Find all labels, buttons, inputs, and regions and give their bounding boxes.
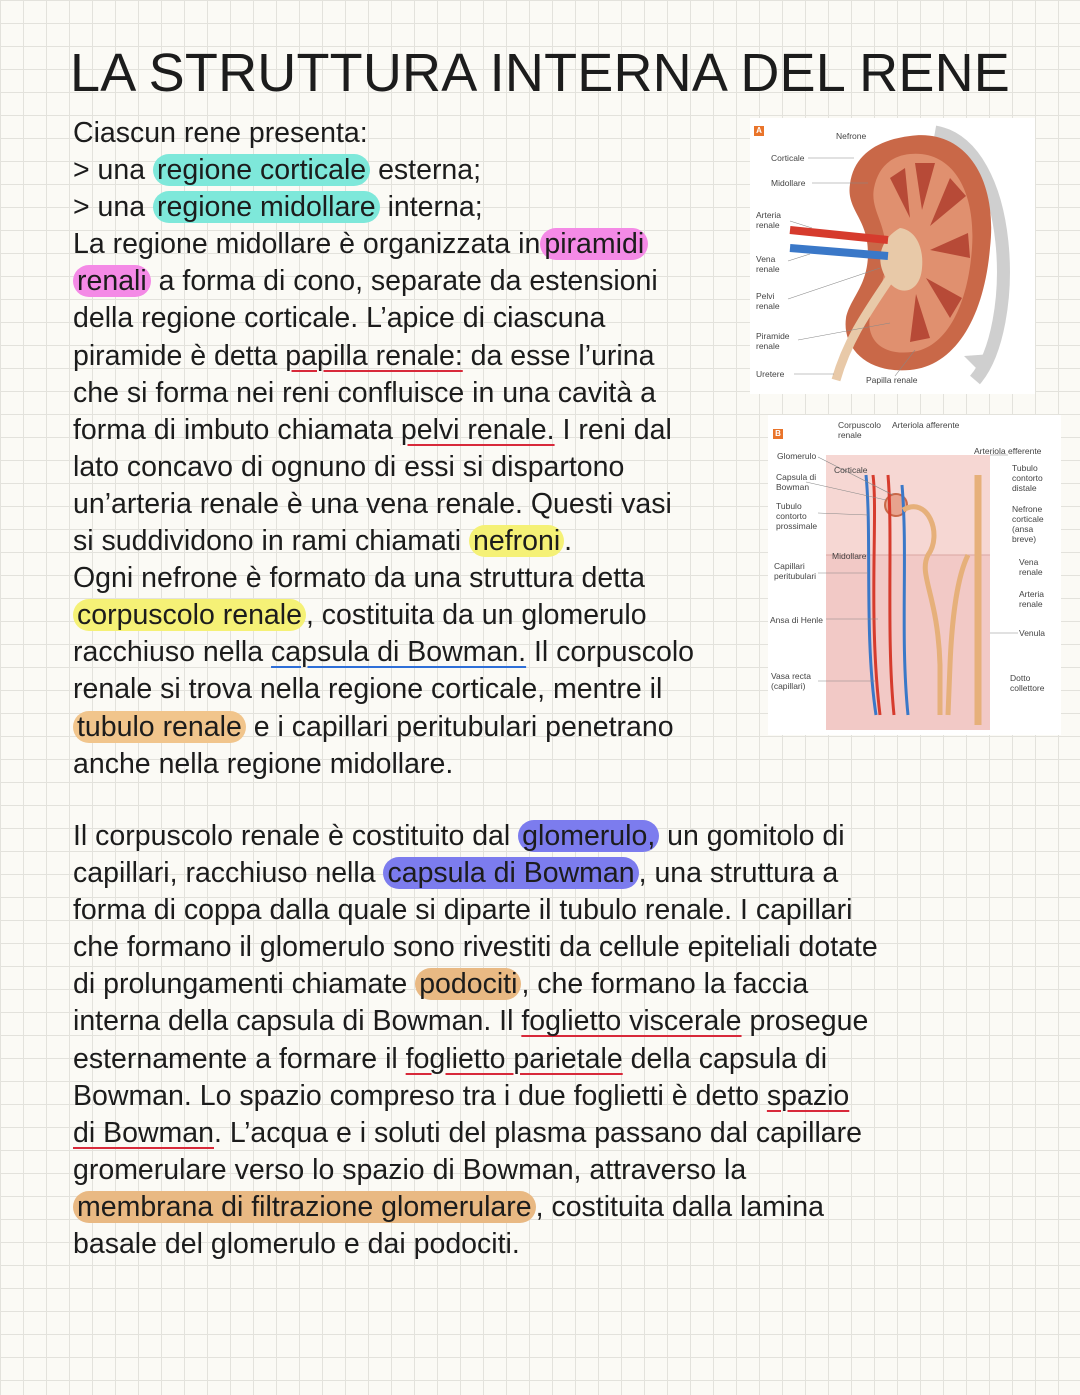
- label-corticale: Corticale: [834, 465, 868, 475]
- text: .: [564, 525, 573, 558]
- text-line: [73, 486, 694, 523]
- text: Ciascun rene presenta:: [73, 117, 368, 149]
- highlight-membrana-filtrazione: membrana di filtrazione glomerulare: [73, 1191, 536, 1223]
- text-line: [73, 818, 878, 855]
- text-line: [73, 375, 694, 412]
- text: lato concavo di ognuno di essi si dispartono: [73, 450, 625, 483]
- text: della capsula di: [622, 1042, 828, 1075]
- text: gromerulare verso lo spazio di Bowman, attraverso la: [73, 1153, 747, 1186]
- text-line: [73, 189, 694, 226]
- label-arteriola-efferente: Arteriola efferente: [974, 446, 1042, 456]
- text: interna della capsula di Bowman. Il: [73, 1005, 522, 1038]
- figure-letter: B: [773, 429, 783, 439]
- text: Ogni nefrone è formato da una struttura detta: [73, 562, 645, 595]
- text-line: [73, 115, 694, 152]
- label-vena-renale: Vena renale: [1019, 557, 1043, 577]
- label-vasa-recta: Vasa recta (capillari): [771, 671, 812, 691]
- text: interna;: [379, 191, 483, 224]
- text: > una: [73, 191, 154, 224]
- text-line: [73, 855, 878, 892]
- text-line: [73, 709, 694, 746]
- label-papilla-renale: Papilla renale: [866, 375, 918, 385]
- label-midollare: Midollare: [832, 551, 867, 561]
- text-line: [73, 929, 878, 966]
- text: un’arteria renale è una vena renale. Questi vasi: [73, 487, 672, 520]
- highlight-corpuscolo-renale: corpuscolo renale: [73, 599, 306, 631]
- text-line: [73, 1152, 878, 1189]
- text-line: [73, 892, 878, 929]
- text-line: [73, 412, 694, 449]
- text: capillari, racchiuso nella: [73, 857, 384, 890]
- label-corticale: Corticale: [771, 153, 805, 163]
- text-line: [73, 634, 694, 671]
- highlight-tubulo-renale: tubulo renale: [73, 711, 246, 743]
- text-line: [73, 1189, 878, 1226]
- page-title: LA STRUTTURA INTERNA DEL RENE: [70, 43, 1010, 103]
- text: esterna;: [370, 154, 482, 187]
- label-tubulo-distale: Tubulo contorto distale: [1012, 463, 1043, 493]
- text: . L’acqua e i soluti del plasma passano dal capillare: [213, 1116, 862, 1149]
- underline-di-bowman: di Bowman: [73, 1116, 214, 1149]
- text-line: [73, 966, 878, 1003]
- label-capsula-bowman: Capsula di Bowman: [776, 472, 817, 492]
- kidney-cross-section-figure: [750, 118, 1035, 394]
- text: che si forma nei reni confluisce in una cavità a: [73, 376, 656, 409]
- text-line: [73, 746, 694, 783]
- highlight-regione-corticale: regione corticale: [153, 154, 370, 186]
- text-line: [73, 152, 694, 189]
- text: I reni dal: [554, 413, 672, 446]
- highlight-piramidi: piramidi: [540, 228, 648, 260]
- text-line: [73, 1041, 878, 1078]
- text: forma di coppa dalla quale si diparte il tubulo renale. I capillari: [73, 894, 853, 927]
- text: si suddividono in rami chiamati: [73, 525, 470, 558]
- text-line: [73, 263, 694, 300]
- text: La regione midollare è organizzata in: [73, 228, 541, 261]
- text: > una: [73, 154, 154, 187]
- text: , costituita dalla lamina: [535, 1190, 824, 1223]
- text: prosegue: [741, 1005, 869, 1038]
- text-line: [73, 671, 694, 708]
- paragraph-kidney-structure: [73, 115, 694, 783]
- label-nefrone-corticale: Nefrone corticale (ansa breve): [1012, 504, 1044, 544]
- text: piramide è detta: [73, 339, 286, 372]
- text: di prolungamenti chiamate: [73, 968, 416, 1001]
- label-arteria-renale: Arteria renale: [756, 210, 782, 230]
- highlight-capsula-di-bowman: capsula di Bowman: [383, 857, 638, 889]
- text-line: [73, 1226, 878, 1263]
- text: anche nella regione midollare.: [73, 747, 454, 780]
- text-line: [73, 523, 694, 560]
- text: , una struttura a: [638, 857, 839, 890]
- highlight-podociti: podociti: [415, 968, 521, 1000]
- text-line: [73, 338, 694, 375]
- leader-line: [788, 254, 810, 261]
- underline-foglietto-viscerale: foglietto viscerale: [521, 1005, 742, 1038]
- label-glomerulo: Glomerulo: [777, 451, 817, 461]
- text: da esse l’urina: [462, 339, 655, 372]
- text-line: [73, 1003, 878, 1040]
- text: che formano il glomerulo sono rivestiti da cellule epiteliali dotate: [73, 931, 878, 964]
- label-arteriola-afferente: Arteriola afferente: [892, 420, 960, 430]
- underline-pelvi-renale: pelvi renale.: [400, 413, 555, 446]
- highlight-glomerulo: glomerulo,: [518, 820, 659, 852]
- label-pelvi-renale: Pelvi renale: [756, 291, 780, 311]
- underline-foglietto-parietale: foglietto parietale: [405, 1042, 623, 1075]
- text: Bowman. Lo spazio compreso tra i due foglietti è detto: [73, 1079, 767, 1112]
- text-line: [73, 597, 694, 634]
- text: forma di imbuto chiamata: [73, 413, 401, 446]
- label-corpuscolo-renale: Corpuscolo renale: [838, 420, 881, 440]
- text: basale del glomerulo e dai podociti.: [73, 1228, 520, 1261]
- label-arteria-renale: Arteria renale: [1019, 589, 1045, 609]
- text: e i capillari peritubulari penetrano: [245, 710, 674, 743]
- text-line: [73, 560, 694, 597]
- underline-spazio: spazio: [766, 1079, 850, 1112]
- text: Il corpuscolo: [526, 636, 695, 669]
- text: , che formano la faccia: [521, 968, 809, 1001]
- text-line: [73, 1115, 878, 1152]
- label-nefrone: Nefrone: [836, 131, 867, 141]
- label-piramide-renale: Piramide renale: [756, 331, 790, 351]
- text-line: [73, 449, 694, 486]
- label-uretere: Uretere: [756, 369, 785, 379]
- nephron-figure: [768, 415, 1061, 735]
- paragraph-corpuscolo-renale: [73, 818, 878, 1263]
- label-vena-renale: Vena renale: [756, 254, 780, 274]
- text: a forma di cono, separate da estensioni: [150, 265, 658, 298]
- highlight-regione-midollare: regione midollare: [153, 191, 380, 223]
- text: racchiuso nella: [73, 636, 272, 669]
- label-venula: Venula: [1019, 628, 1045, 638]
- text-line: [73, 1078, 878, 1115]
- label-dotto-collettore: Dotto collettore: [1010, 673, 1045, 693]
- highlight-renali: renali: [73, 265, 151, 297]
- text: un gomitolo di: [659, 820, 845, 852]
- text: esternamente a formare il: [73, 1042, 406, 1075]
- label-ansa-di-henle: Ansa di Henle: [770, 615, 823, 625]
- text-line: [73, 300, 694, 337]
- underline-capsula-di-bowman: capsula di Bowman.: [271, 636, 527, 669]
- text: Il corpuscolo renale è costituito dal: [73, 820, 519, 852]
- text: , costituita da un glomerulo: [305, 599, 647, 632]
- figure-letter: A: [754, 126, 764, 136]
- label-tubulo-prossimale: Tubulo contorto prossimale: [776, 501, 818, 531]
- label-midollare: Midollare: [771, 178, 806, 188]
- underline-papilla-renale: papilla renale:: [285, 339, 463, 372]
- text: della regione corticale. L’apice di ciascuna: [73, 302, 606, 335]
- highlight-nefroni: nefroni: [469, 525, 564, 557]
- label-capillari-peritubulari: Capillari peritubulari: [774, 561, 817, 581]
- text: renale si trova nella regione corticale, mentre il: [73, 673, 663, 706]
- text-line: [73, 226, 694, 263]
